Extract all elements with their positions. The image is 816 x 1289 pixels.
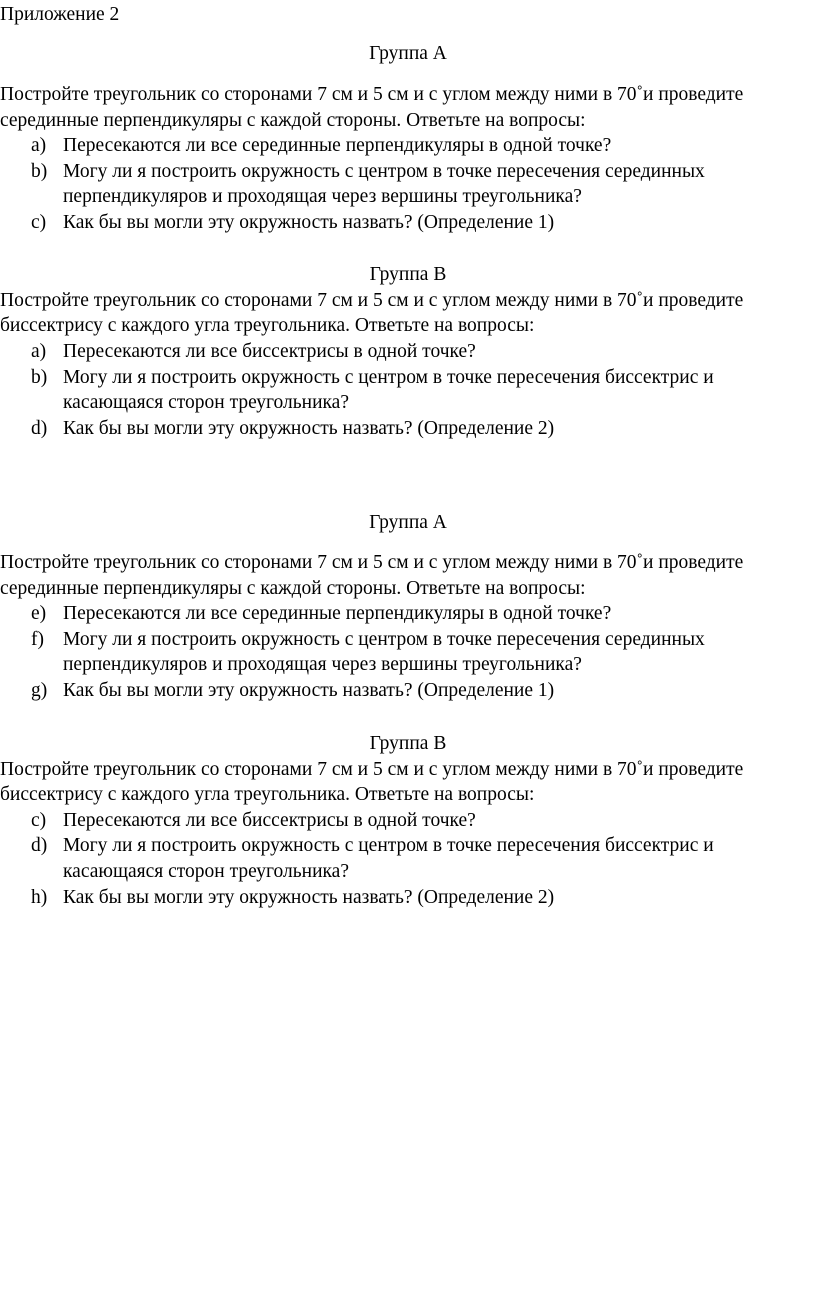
- list-item: Могу ли я построить окружность с центром в точке пересечения серединных: [63, 161, 705, 182]
- intro-line: серединные перпендикуляры с каждой стороны. Ответьте на вопросы:: [0, 110, 586, 131]
- section-heading: Группа А: [369, 43, 447, 64]
- list-item: Как бы вы могли эту окружность назвать? (Определение 2): [63, 887, 555, 908]
- list-item: Пересекаются ли все биссектрисы в одной точке?: [63, 810, 476, 831]
- list-item: Пересекаются ли все серединные перпендикуляры в одной точке?: [63, 135, 612, 156]
- list-marker: h): [31, 887, 48, 908]
- list-marker: a): [31, 341, 47, 362]
- section-heading: Группа В: [369, 264, 447, 285]
- list-item-continuation: перпендикуляров и проходящая через вершины треугольника?: [63, 654, 582, 675]
- list-marker: b): [31, 367, 48, 388]
- intro-line: Постройте треугольник со сторонами 7 см и 5 см и с углом между ними в 70˚и проведите: [0, 84, 744, 105]
- list-marker: d): [31, 418, 48, 439]
- list-item-continuation: перпендикуляров и проходящая через вершины треугольника?: [63, 186, 582, 207]
- intro-line: биссектрису с каждого угла треугольника. Ответьте на вопросы:: [0, 784, 535, 805]
- list-item: Как бы вы могли эту окружность назвать? (Определение 1): [63, 680, 555, 701]
- section-heading: Группа В: [369, 733, 447, 754]
- intro-line: Постройте треугольник со сторонами 7 см и 5 см и с углом между ними в 70˚и проведите: [0, 759, 744, 780]
- list-item: Пересекаются ли все биссектрисы в одной точке?: [63, 341, 476, 362]
- list-item: Как бы вы могли эту окружность назвать? (Определение 1): [63, 212, 555, 233]
- intro-line: биссектрису с каждого угла треугольника. Ответьте на вопросы:: [0, 315, 535, 336]
- intro-line: серединные перпендикуляры с каждой стороны. Ответьте на вопросы:: [0, 578, 586, 599]
- intro-line: Постройте треугольник со сторонами 7 см и 5 см и с углом между ними в 70˚и проведите: [0, 290, 744, 311]
- list-marker: b): [31, 161, 48, 182]
- list-marker: a): [31, 135, 47, 156]
- list-item: Могу ли я построить окружность с центром в точке пересечения биссектрис и: [63, 835, 714, 856]
- list-marker: e): [31, 603, 47, 624]
- appendix-title: Приложение 2: [0, 4, 120, 25]
- list-item: Как бы вы могли эту окружность назвать? (Определение 2): [63, 418, 555, 439]
- list-item: Могу ли я построить окружность с центром в точке пересечения биссектрис и: [63, 367, 714, 388]
- list-marker: g): [31, 680, 48, 701]
- list-item-continuation: касающаяся сторон треугольника?: [63, 861, 349, 882]
- section-heading: Группа А: [369, 512, 447, 533]
- list-marker: f): [31, 629, 44, 650]
- list-marker: d): [31, 835, 48, 856]
- list-item-continuation: касающаяся сторон треугольника?: [63, 392, 349, 413]
- list-marker: c): [31, 212, 47, 233]
- list-item: Могу ли я построить окружность с центром в точке пересечения серединных: [63, 629, 705, 650]
- intro-line: Постройте треугольник со сторонами 7 см и 5 см и с углом между ними в 70˚и проведите: [0, 552, 744, 573]
- list-item: Пересекаются ли все серединные перпендикуляры в одной точке?: [63, 603, 612, 624]
- list-marker: c): [31, 810, 47, 831]
